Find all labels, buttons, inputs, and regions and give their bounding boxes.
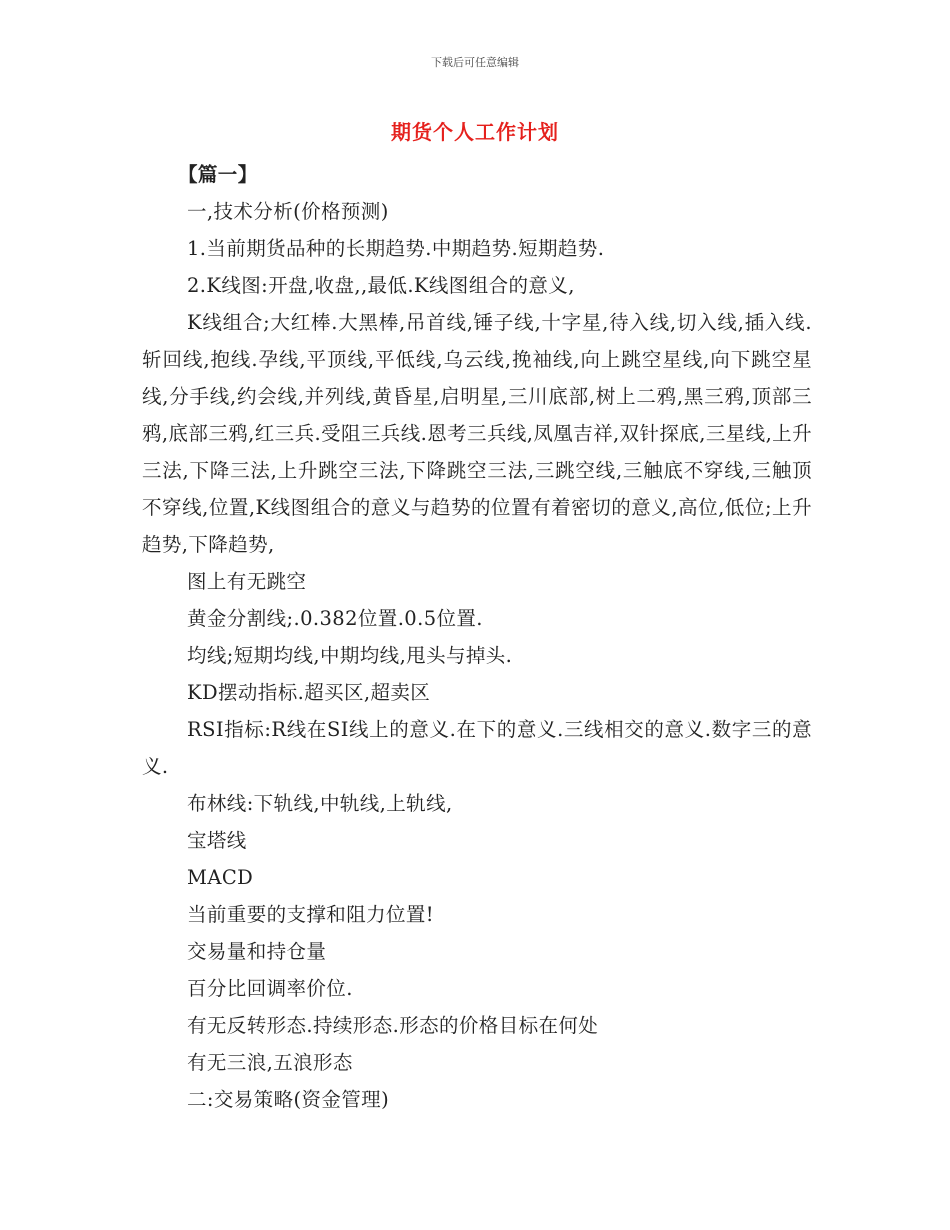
section-heading: 【篇一】 [178,163,258,186]
paragraph: 有无三浪,五浪形态 [187,1051,353,1074]
paragraph: 黄金分割线;.0.382位置.0.5位置. [187,607,483,630]
paragraph: 图上有无跳空 [187,570,307,593]
paragraph: K线组合;大红棒.大黑棒,吊首线,锤子线,十字星,待入线,切入线,插入线.斩回线,抱线.孕线,平顶线,平低线,乌云线,挽袖线,向上跳空星线,向下跳空星线,分手线,约会线,并列线,黄昏星,启明星,三川底部,树上二鸦,黑三鸦,顶部三鸦,底部三鸦,红三兵.受阻三兵线.恩考三兵线,凤凰吉祥,双针探底,三星线,上升三法,下降三法,上升跳空三法,下降跳空三法,三跳空线,三触底不穿线,三触顶不穿线,位置,K线图组合的意义与趋势的位置有着密切的意义,高位,低位;上升趋势,下降趋势, [142,311,812,556]
paragraph: 布林线:下轨线,中轨线,上轨线, [187,792,453,815]
paragraph: MACD [187,866,254,889]
paragraph: 有无反转形态.持续形态.形态的价格目标在何处 [187,1014,599,1037]
paragraph: 交易量和持仓量 [187,940,327,963]
paragraph: 1.当前期货品种的长期趋势.中期趋势.短期趋势. [187,237,605,260]
document-body [142,156,812,1118]
document-title: 期货个人工作计划 [391,120,559,144]
paragraph: 二:交易策略(资金管理) [187,1088,390,1111]
paragraph: 当前重要的支撑和阻力位置! [187,903,435,926]
paragraph: 宝塔线 [187,829,247,852]
paragraph: KD摆动指标.超买区,超卖区 [187,681,431,704]
paragraph: 均线;短期均线,中期均线,甩头与掉头. [187,644,513,667]
paragraph: 一,技术分析(价格预测) [187,200,389,223]
paragraph: RSI指标:R线在SI线上的意义.在下的意义.三线相交的意义.数字三的意义. [142,718,812,778]
paragraph: 百分比回调率价位. [187,977,353,1000]
header-note: 下载后可任意编辑 [431,56,519,69]
paragraph: 2.K线图:开盘,收盘,,最低.K线图组合的意义, [187,274,575,297]
